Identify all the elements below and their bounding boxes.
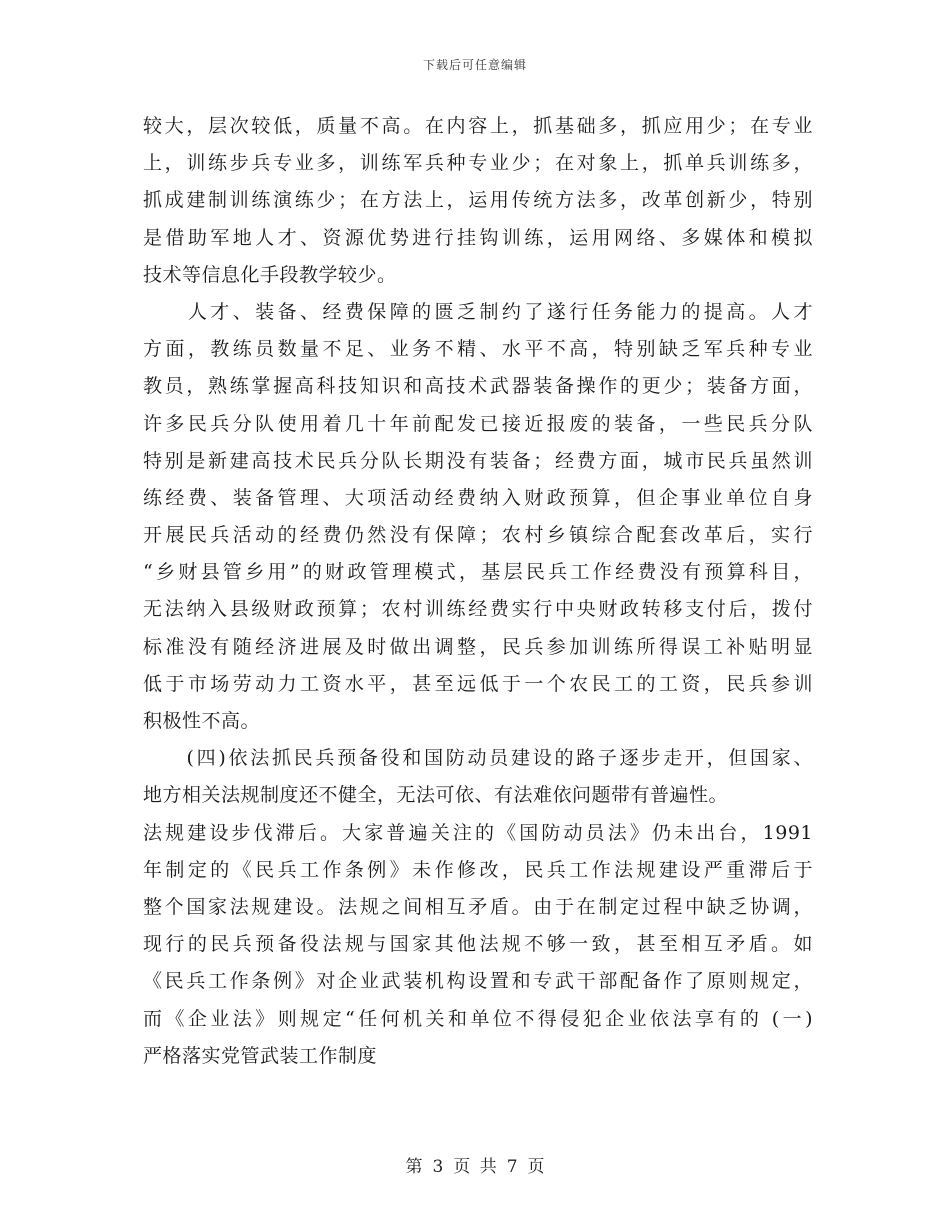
body-line: 《民兵工作条例》对企业武装机构设置和专武干部配备作了原则规定， [143,970,813,993]
page-prefix: 第 [405,1157,423,1177]
page-number [0,1152,950,1177]
document-body [143,108,813,1075]
body-line: 年制定的《民兵工作条例》未作修改，民兵工作法规建设严重滞后于 [143,858,813,881]
body-line: 较大，层次较低，质量不高。在内容上，抓基础多，抓应用少；在专业 [143,115,813,137]
current-page: 3 [432,1157,444,1177]
body-line: 而《企业法》则规定“任何机关和单位不得侵犯企业依法享有的 (一) [143,1007,813,1030]
body-line: (四)依法抓民兵预备役和国防动员建设的路子逐步走开，但国家、 [143,747,813,770]
body-line: 是借助军地人才、资源优势进行挂钩训练，运用网络、多媒体和模拟 [143,226,813,249]
body-line: 方面，教练员数量不足、业务不精、水平不高，特别缺乏军兵种专业 [143,338,813,361]
body-line: 抓成建制训练演练少；在方法上，运用传统方法多，改革创新少，特别 [143,189,813,212]
body-line: 上，训练步兵专业多，训练军兵种专业少；在对象上，抓单兵训练多， [143,152,813,175]
body-line: “乡财县管乡用”的财政管理模式，基层民兵工作经费没有预算科目， [143,561,813,584]
body-line: 特别是新建高技术民兵分队长期没有装备；经费方面，城市民兵虽然训 [143,449,813,472]
body-line: 人才、装备、经费保障的匮乏制约了遂行任务能力的提高。人才 [143,300,813,323]
body-line: 无法纳入县级财政预算；农村训练经费实行中央财政转移支付后，拨付 [143,598,813,621]
body-line: 现行的民兵预备役法规与国家其他法规不够一致，甚至相互矛盾。如 [143,933,813,956]
body-line: 严格落实党管武装工作制度 [143,1044,378,1067]
body-line: 开展民兵活动的经费仍然没有保障；农村乡镇综合配套改革后，实行 [143,524,813,547]
body-line: 整个国家法规建设。法规之间相互矛盾。由于在制定过程中缺乏协调， [143,895,813,918]
body-line: 许多民兵分队使用着几十年前配发已接近报废的装备，一些民兵分队 [143,412,813,435]
body-line: 技术等信息化手段教学较少。 [143,263,397,286]
body-line: 地方相关法规制度还不健全，无法可依、有法难依问题带有普遍性。 [143,784,729,807]
page-mid: 页 共 [453,1157,497,1177]
body-line: 低于市场劳动力工资水平，甚至远低于一个农民工的工资，民兵参训 [143,672,813,695]
body-line: 积极性不高。 [143,710,261,732]
header-note: 下载后可任意编辑 [422,58,527,72]
page-suffix: 页 [527,1157,545,1177]
total-pages: 7 [506,1157,518,1177]
body-line: 练经费、装备管理、大项活动经费纳入财政预算，但企事业单位自身 [143,486,813,509]
body-line: 教员，熟练掌握高科技知识和高技术武器装备操作的更少；装备方面， [143,375,813,398]
body-line: 标准没有随经济进展及时做出调整，民兵参加训练所得误工补贴明显 [143,635,813,658]
body-line: 法规建设步伐滞后。大家普遍关注的《国防动员法》仍未出台，1991 [143,821,813,844]
